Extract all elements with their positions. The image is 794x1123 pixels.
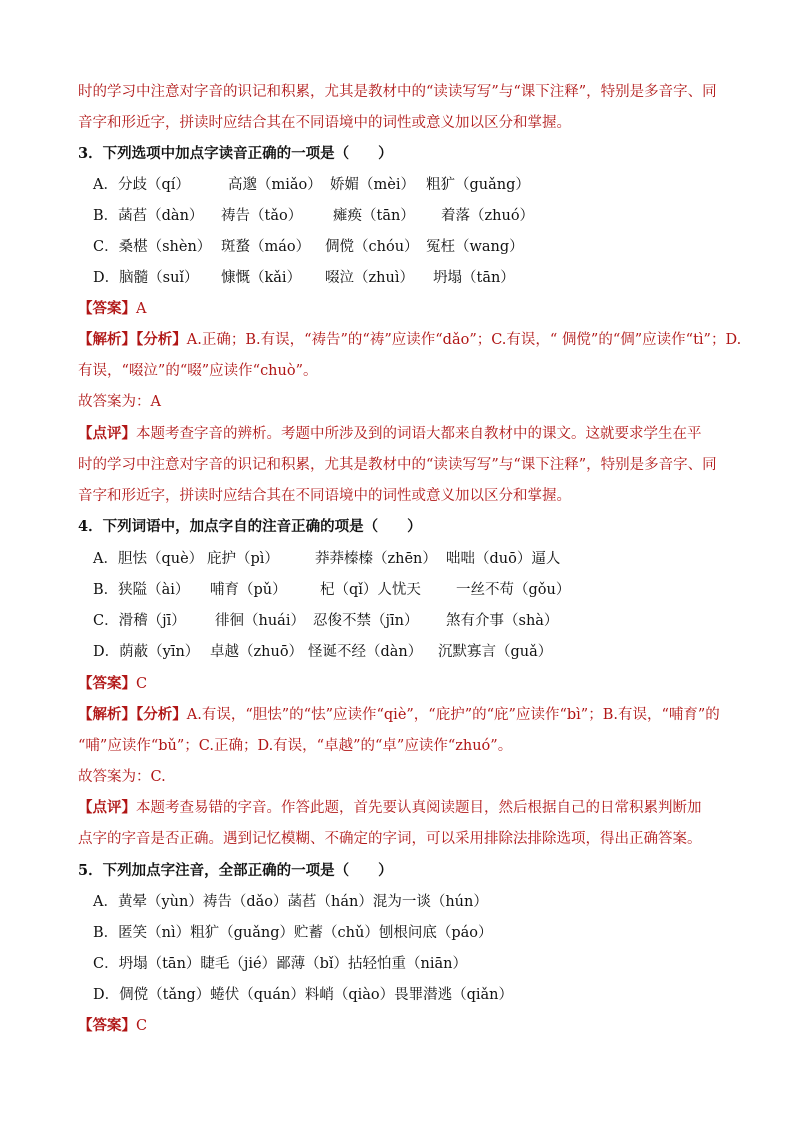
q4-answer [78, 674, 722, 694]
q4-option-item: 庇护（pì） [207, 551, 279, 567]
q3-option-item: 瘫痪（tān） [333, 208, 415, 224]
q3-option-item: 粗犷（guǎng） [426, 177, 530, 193]
q3-analysis-continued: 有误，“啜泣”的“啜”应读作“chuò”。 [78, 363, 318, 379]
q4-option-item: 徘徊（huái） [215, 613, 305, 629]
q3-option-item: 倜傥（chóu） [325, 239, 419, 255]
q4-option-item: 杞（qǐ）人忧天 [320, 582, 421, 598]
intro-line: 音字和形近字，拼读时应结合其在不同语境中的词性或意义加以区分和掌握。 [78, 115, 571, 131]
analysis-text: A.正确；B.有误，“祷告”的“祷”应读作“dǎo”；C.有误，“ 倜傥”的“倜”应读作“tì”；D. [186, 332, 742, 348]
q3-option-item: 着落（zhuó） [441, 208, 535, 224]
q3-option-item: 高邈（miǎo） [228, 177, 322, 193]
q3-option-item: B．菡萏（dàn） [93, 208, 204, 224]
q4-option-item: D．荫蔽（yīn） [93, 644, 200, 660]
question-3-stem: 3．下列选项中加点字读音正确的一项是（ ） [78, 145, 393, 162]
q3-option-item: A．分歧（qí） [93, 177, 190, 193]
q4-comment [78, 798, 722, 818]
q5-answer [78, 1016, 722, 1036]
q4-option-item: 卓越（zhuō） [210, 644, 304, 660]
comment-text: 本题考查易错的字音。作答此题，首先要认真阅读题目，然后根据自己的日常积累判断加 [136, 800, 702, 816]
q4-option-item: 忍俊不禁（jīn） [313, 613, 419, 629]
q3-option-item: 坍塌（tān） [433, 270, 515, 286]
q4-option-item: 哺育（pǔ） [210, 582, 287, 598]
analysis-text: A.有误，“胆怯”的“怯”应读作“qiè”，“庇护”的“庇”应读作“bì”；B.有误，“哺育”的 [186, 707, 720, 723]
q4-option-item: 怪诞不经（dàn） [308, 644, 423, 660]
q3-answer [78, 299, 722, 319]
q3-comment-continued: 时的学习中注意对字音的识记和积累，尤其是教材中的“读读写写”与“课下注释”，特别是多音字、同 [78, 457, 717, 473]
q3-comment-continued: 音字和形近字，拼读时应结合其在不同语境中的词性或意义加以区分和掌握。 [78, 488, 571, 504]
question-5-stem: 5．下列加点字注音，全部正确的一项是（ ） [78, 862, 393, 879]
question-4-stem: 4．下列词语中，加点字自的注音正确的项是（ ） [78, 518, 422, 535]
q3-comment [78, 424, 722, 444]
q3-conclusion: 故答案为：A [78, 394, 161, 410]
q3-option-item: 慷慨（kǎi） [221, 270, 302, 286]
q4-comment-continued: 点字的字音是否正确。遇到记忆模糊、不确定的字词，可以采用排除法排除选项，得出正确答案。 [78, 831, 702, 847]
q3-option-item: C．桑椹（shèn） [93, 239, 212, 255]
q4-option-item: 沉默寡言（guǎ） [438, 644, 553, 660]
q5-option-d: D．倜傥（tǎng）蜷伏（quán）料峭（qiào）畏罪潜逃（qiǎn） [93, 987, 514, 1003]
q4-option-item: 莽莽榛榛（zhēn） [315, 551, 437, 567]
q4-analysis [78, 705, 722, 725]
q3-option-item: D．脑髓（suǐ） [93, 270, 199, 286]
answer-value: C [136, 676, 148, 692]
q4-option-item: 咄咄（duō）逼人 [446, 551, 561, 567]
q3-option-item: 娇媚（mèi） [330, 177, 415, 193]
answer-tag: 【答案】 [78, 675, 136, 692]
q4-option-item: A．胆怯（què） [93, 551, 204, 567]
analysis-tag: 【解析】【分析】 [78, 706, 187, 723]
answer-tag: 【答案】 [78, 1017, 136, 1034]
q3-analysis [78, 330, 742, 350]
q3-option-item: 啜泣（zhuì） [325, 270, 414, 286]
q3-option-item: 冤枉（wang） [426, 239, 524, 255]
q4-option-item: 一丝不苟（gǒu） [456, 582, 571, 598]
q3-option-item: 斑蝥（máo） [221, 239, 311, 255]
comment-text: 本题考查字音的辨析。考题中所涉及到的词语大都来自教材中的课文。这就要求学生在平 [136, 426, 702, 442]
analysis-tag: 【解析】【分析】 [78, 331, 187, 348]
q5-option-b: B．匿笑（nì）粗犷（guǎng）贮蓄（chǔ）刨根问底（páo） [93, 925, 493, 941]
q4-analysis-continued: “哺”应读作“bǔ”；C.正确；D.有误，“卓越”的“卓”应读作“zhuó”。 [78, 738, 513, 754]
q4-option-item: 煞有介事（shà） [446, 613, 559, 629]
q4-option-item: C．滑稽（jī） [93, 613, 186, 629]
q5-option-a: A．黄晕（yùn）祷告（dǎo）菡萏（hán）混为一谈（hún） [93, 894, 488, 910]
answer-value: A [136, 301, 147, 317]
comment-tag: 【点评】 [78, 799, 136, 816]
answer-value: C [136, 1018, 148, 1034]
q5-option-c: C．坍塌（tān）睫毛（jié）鄙薄（bǐ）拈轻怕重（niān） [93, 956, 467, 972]
q4-conclusion: 故答案为：C. [78, 769, 166, 785]
answer-tag: 【答案】 [78, 300, 136, 317]
q3-option-item: 祷告（tǎo） [221, 208, 303, 224]
q4-option-item: B．狭隘（ài） [93, 582, 190, 598]
comment-tag: 【点评】 [78, 425, 136, 442]
intro-line: 时的学习中注意对字音的识记和积累，尤其是教材中的“读读写写”与“课下注释”，特别是多音字、同 [78, 84, 717, 100]
